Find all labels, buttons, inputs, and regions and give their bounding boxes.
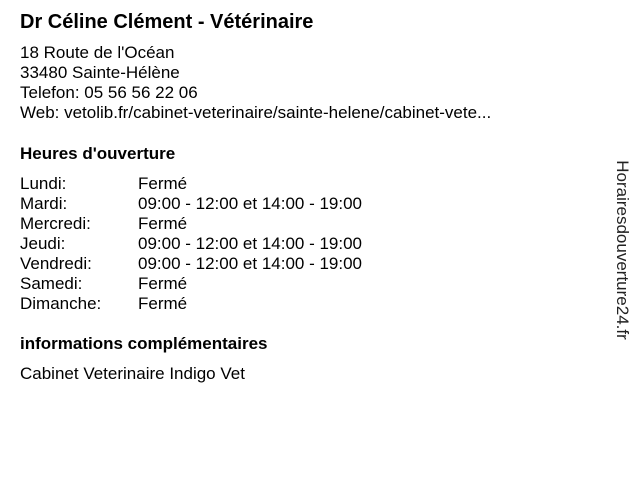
- street-address: 18 Route de l'Océan: [20, 43, 175, 62]
- page-title: Dr Céline Clément - Vétérinaire: [20, 11, 314, 33]
- day-label: Vendredi:: [20, 254, 92, 273]
- time-value: Fermé: [138, 274, 188, 293]
- time-value: 09:00 - 12:00 et 14:00 - 19:00: [138, 254, 363, 273]
- time-value: 09:00 - 12:00 et 14:00 - 19:00: [138, 194, 363, 213]
- time-value: Fermé: [138, 214, 188, 233]
- additional-info-heading: informations complémentaires: [20, 334, 268, 353]
- day-label: Dimanche:: [20, 294, 102, 313]
- time-value: Fermé: [138, 174, 188, 193]
- city-address: 33480 Sainte-Hélène: [20, 63, 180, 82]
- day-label: Mardi:: [20, 194, 68, 213]
- opening-hours-heading: Heures d'ouverture: [20, 144, 176, 163]
- day-label: Lundi:: [20, 174, 67, 193]
- time-value: 09:00 - 12:00 et 14:00 - 19:00: [138, 234, 363, 253]
- side-brand-watermark: Horairesdouverture24.fr: [613, 160, 632, 340]
- address-block: [20, 43, 491, 123]
- website-link[interactable]: Web: vetolib.fr/cabinet-veterinaire/sainte-helene/cabinet-vete...: [20, 103, 492, 122]
- day-label: Mercredi:: [20, 214, 91, 233]
- additional-info-text: Cabinet Veterinaire Indigo Vet: [20, 364, 245, 383]
- day-label: Jeudi:: [20, 234, 66, 253]
- day-label: Samedi:: [20, 274, 83, 293]
- phone-number: Telefon: 05 56 56 22 06: [20, 83, 198, 102]
- time-value: Fermé: [138, 294, 188, 313]
